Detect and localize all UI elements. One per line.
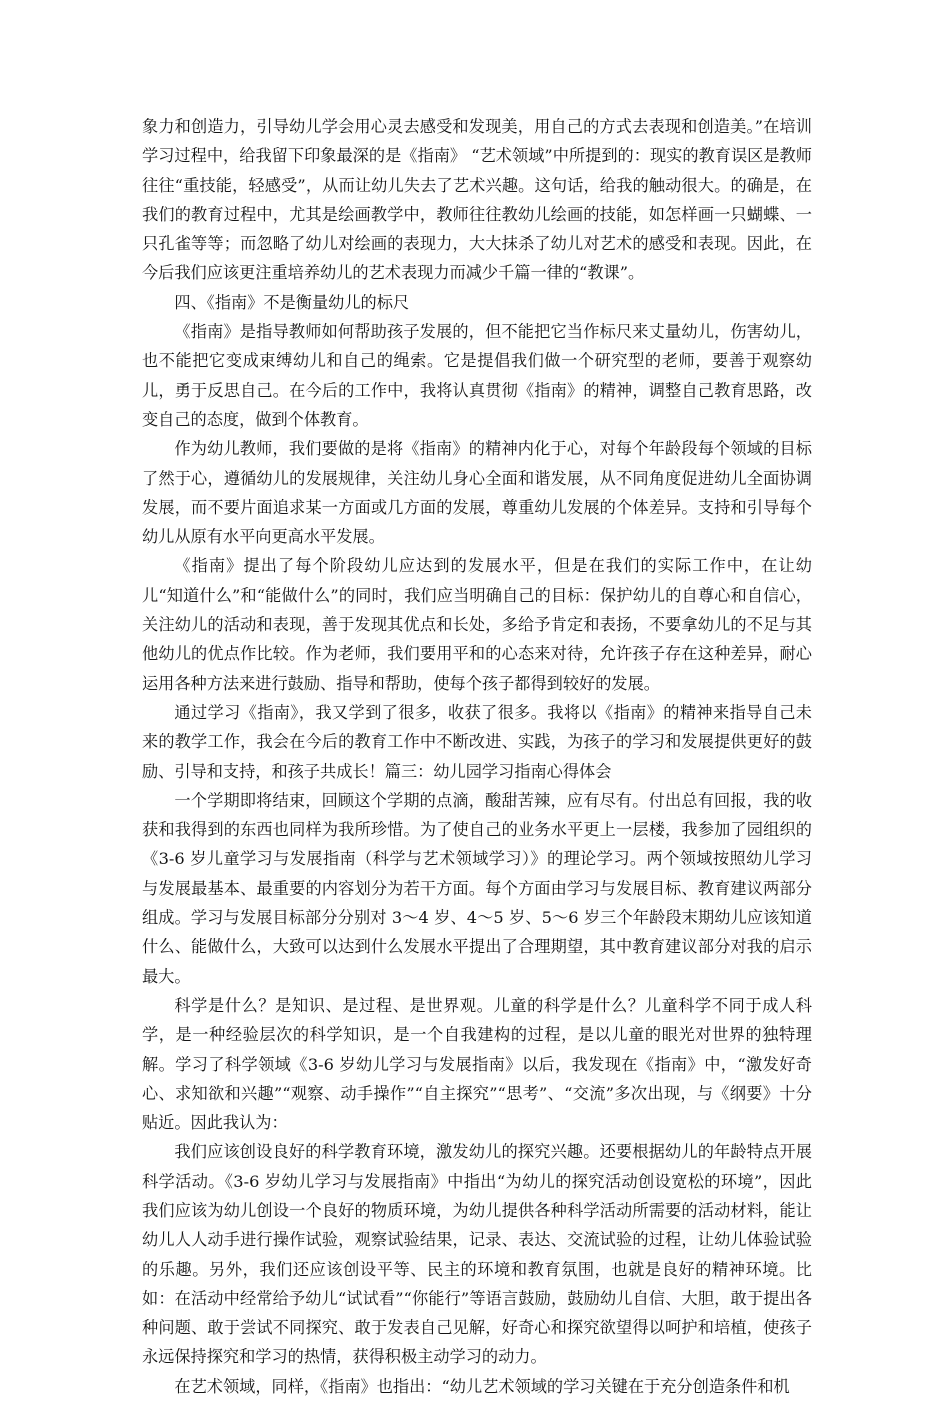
- paragraph: 作为幼儿教师，我们要做的是将《指南》的精神内化于心，对每个年龄段每个领域的目标了然于心，遵循幼儿的发展规律，关注幼儿身心全面和谐发展，从不同角度促进幼儿全面协调发展，而不要片面追求某一方面或几方面的发展，尊重幼儿发展的个体差异。支持和引导每个幼儿从原有水平向更高水平发展。: [142, 439, 812, 547]
- paragraph: 我们应该创设良好的科学教育环境，激发幼儿的探究兴趣。还要根据幼儿的年龄特点开展科学活动。《3-6 岁幼儿学习与发展指南》中指出“为幼儿的探究活动创设宽松的环境”，因此我们应该为幼儿创设一个良好的物质环境，为幼儿提供各种科学活动所需要的活动材料，能让幼儿人人动手进行操作试验，观察试验结果，记录、表达、交流试验的过程，让幼儿体验试验的乐趣。另外，我们还应该创设平等、民主的环境和教育氛围，也就是良好的精神环境。比如：在活动中经常给予幼儿“试试看”“你能行”等语言鼓励，鼓励幼儿自信、大胆，敢于提出各种问题、敢于尝试不同探究、敢于发表自己见解，好奇心和探究欲望得以呵护和培植，使孩子永远保持探究和学习的热情，获得积极主动学习的动力。: [142, 1142, 812, 1367]
- paragraph: 在艺术领域，同样，《指南》也指出：“幼儿艺术领域的学习关键在于充分创造条件和机: [174, 1376, 790, 1396]
- paragraph: 通过学习《指南》，我又学到了很多，收获了很多。我将以《指南》的精神来指导自己未来的教学工作，我会在今后的教育工作中不断改进、实践，为孩子的学习和发展提供更好的鼓励、引导和支持，和孩子共成长！篇三：幼儿园学习指南心得体会: [142, 702, 812, 781]
- paragraph: 《指南》是指导教师如何帮助孩子发展的，但不能把它当作标尺来丈量幼儿，伤害幼儿，也不能把它变成束缚幼儿和自己的绳索。它是提倡我们做一个研究型的老师，要善于观察幼儿，勇于反思自己。在今后的工作中，我将认真贯彻《指南》的精神，调整自己教育思路，改变自己的态度，做到个体教育。: [142, 322, 812, 429]
- paragraph: 《指南》提出了每个阶段幼儿应达到的发展水平，但是在我们的实际工作中，在让幼儿“知道什么”和“能做什么”的同时，我们应当明确自己的目标：保护幼儿的自尊心和自信心，关注幼儿的活动和表现，善于发现其优点和长处，多给予肯定和表扬，不要拿幼儿的不足与其他幼儿的优点作比较。作为老师，我们要用平和的心态来对待，允许孩子存在这种差异，耐心运用各种方法来进行鼓励、指导和帮助，使每个孩子都得到较好的发展。: [142, 556, 812, 693]
- paragraph-continuation: 象力和创造力，引导幼儿学会用心灵去感受和发现美，用自己的方式去表现和创造美。”在培训学习过程中，给我留下印象最深的是《指南》 “艺术领域”中所提到的：现实的教育误区是教师往往“重技能，轻感受”，从而让幼儿失去了艺术兴趣。这句话，给我的触动很大。的确是，在我们的教育过程中，尤其是绘画教学中，教师往往教幼儿绘画的技能，如怎样画一只蝴蝶、一只孔雀等等；而忽略了幼儿对绘画的表现力，大大抹杀了幼儿对艺术的感受和表现。因此，在今后我们应该更注重培养幼儿的艺术表现力而减少千篇一律的“教课”。: [142, 117, 812, 283]
- paragraph: 科学是什么？是知识、是过程、是世界观。儿童的科学是什么？儿童科学不同于成人科学，是一种经验层次的科学知识，是一个自我建构的过程，是以儿童的眼光对世界的独特理解。学习了科学领域《3-6 岁幼儿学习与发展指南》以后，我发现在《指南》中，“激发好奇心、求知欲和兴趣”“观察、动手操作”“自主探究”“思考”、“交流”多次出现，与《纲要》十分贴近。因此我认为：: [142, 995, 812, 1133]
- paragraph: 一个学期即将结束，回顾这个学期的点滴，酸甜苦辣，应有尽有。付出总有回报，我的收获和我得到的东西也同样为我所珍惜。为了使自己的业务水平更上一层楼，我参加了园组织的《3-6 岁儿童学习与发展指南（科学与艺术领域学习）》的理论学习。两个领域按照幼儿学习与发展最基本、最重要的内容划分为若干方面。每个方面由学习与发展目标、教育建议两部分组成。学习与发展目标部分分别对 3～4 岁、4～5 岁、5～6 岁三个年龄段末期幼儿应该知道什么、能做什么，大致可以达到什么发展水平提出了合理期望，其中教育建议部分对我的启示最大。: [142, 790, 812, 986]
- document-page: [142, 112, 812, 1401]
- section-heading-4: 四、《指南》不是衡量幼儿的标尺: [174, 292, 410, 312]
